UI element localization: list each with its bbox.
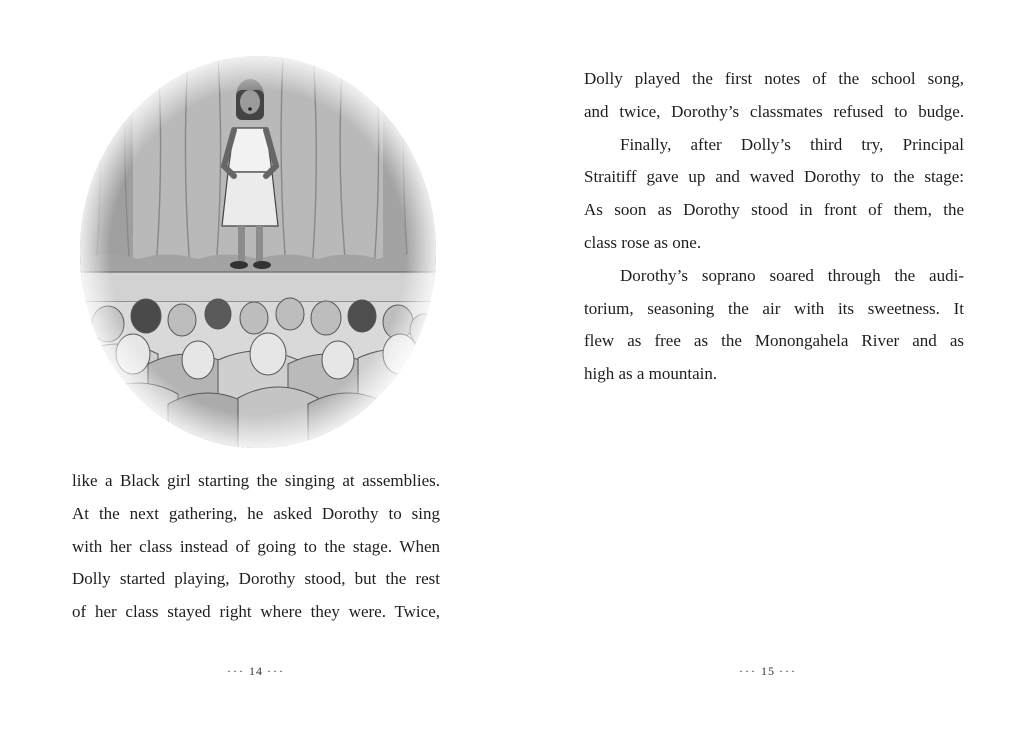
text-line: At the next gathering, he asked Dorothy to sing (72, 503, 440, 523)
page-number: 15 (761, 664, 775, 678)
left-body-text (72, 465, 440, 629)
text-line: high as a mountain. (584, 364, 718, 384)
girl-singing-on-stage-image (78, 54, 438, 450)
page-number-right (512, 664, 1024, 679)
text-line: Dorothy’s soprano soared through the audi- (620, 265, 964, 285)
text-line: class rose as one. (584, 232, 702, 252)
folio-dots: ··· (739, 664, 757, 678)
text-line: Dolly started playing, Dorothy stood, but the rest (72, 569, 440, 589)
text-line: Dolly played the first notes of the school song, (584, 69, 964, 88)
text-line: and twice, Dorothy’s classmates refused to budge. (584, 101, 964, 121)
right-body-text (584, 63, 964, 391)
folio-dots: ··· (227, 664, 245, 678)
right-page (512, 0, 1024, 734)
stage-illustration (78, 54, 438, 450)
text-line: torium, seasoning the air with its sweetness. It (584, 298, 964, 318)
text-line: like a Black girl starting the singing at assemblies. (72, 471, 440, 490)
text-line: flew as free as the Monongahela River and as (584, 331, 964, 351)
folio-dots: ··· (779, 664, 797, 678)
text-line: As soon as Dorothy stood in front of them, the (584, 200, 964, 220)
text-line: Finally, after Dolly’s third try, Principal (620, 134, 964, 154)
text-line: with her class instead of going to the stage. When (72, 536, 440, 556)
folio-dots: ··· (267, 664, 285, 678)
text-line: of her class stayed right where they were. Twice, (72, 602, 440, 622)
text-line: Straitiff gave up and waved Dorothy to the stage: (584, 167, 964, 187)
page-number-left (0, 664, 512, 679)
page-number: 14 (249, 664, 263, 678)
